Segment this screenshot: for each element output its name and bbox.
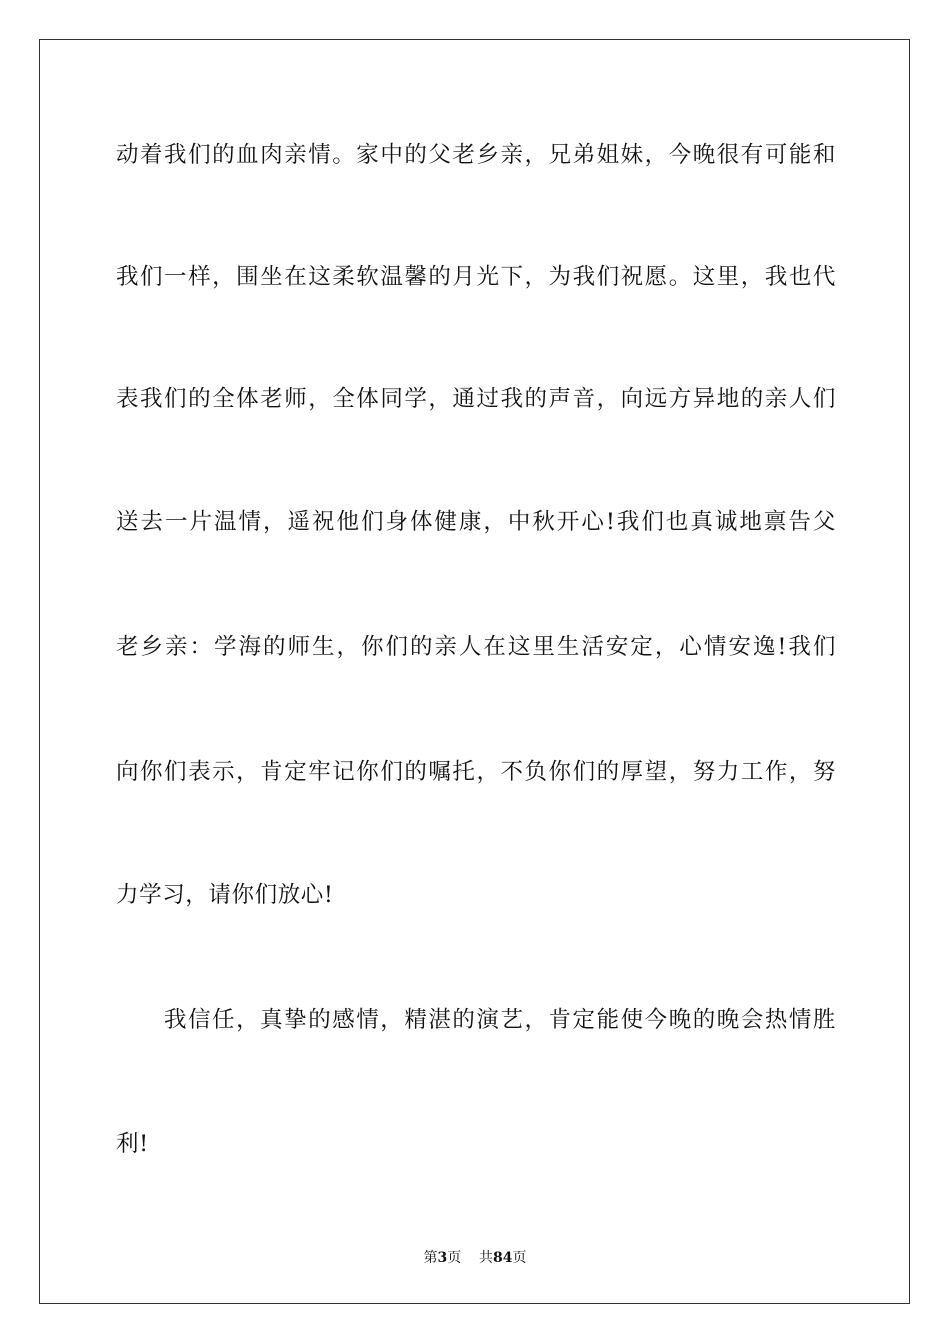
body-line-2: 我们一样，围坐在这柔软温馨的月光下，为我们祝愿。这里，我也代 [116, 264, 836, 290]
page-number: 3 [437, 1250, 448, 1266]
body-line-1: 动着我们的血肉亲情。家中的父老乡亲，兄弟姐妹，今晚很有可能和 [116, 142, 836, 168]
total-pages: 84 [493, 1250, 513, 1266]
total-suffix: 页 [512, 1250, 527, 1266]
body-line-7: 力学习，请你们放心! [116, 882, 334, 908]
page-suffix: 页 [447, 1250, 462, 1266]
body-line-6: 向你们表示，肯定牢记你们的嘱托，不负你们的厚望，努力工作，努 [116, 759, 836, 785]
body-line-4: 送去一片温情，遥祝他们身体健康，中秋开心!我们也真诚地禀告父 [116, 509, 836, 535]
body-line-9: 利! [116, 1131, 149, 1157]
page-prefix: 第 [423, 1250, 438, 1266]
page-border [39, 39, 910, 1304]
body-line-3: 表我们的全体老师，全体同学，通过我的声音，向远方异地的亲人们 [116, 386, 836, 412]
page-footer [0, 1249, 950, 1267]
body-line-8: 我信任，真挚的感情，精湛的演艺，肯定能使今晚的晚会热情胜 [164, 1007, 836, 1033]
body-line-5: 老乡亲：学海的师生，你们的亲人在这里生活安定，心情安逸!我们 [116, 634, 836, 660]
total-prefix: 共 [479, 1250, 494, 1266]
